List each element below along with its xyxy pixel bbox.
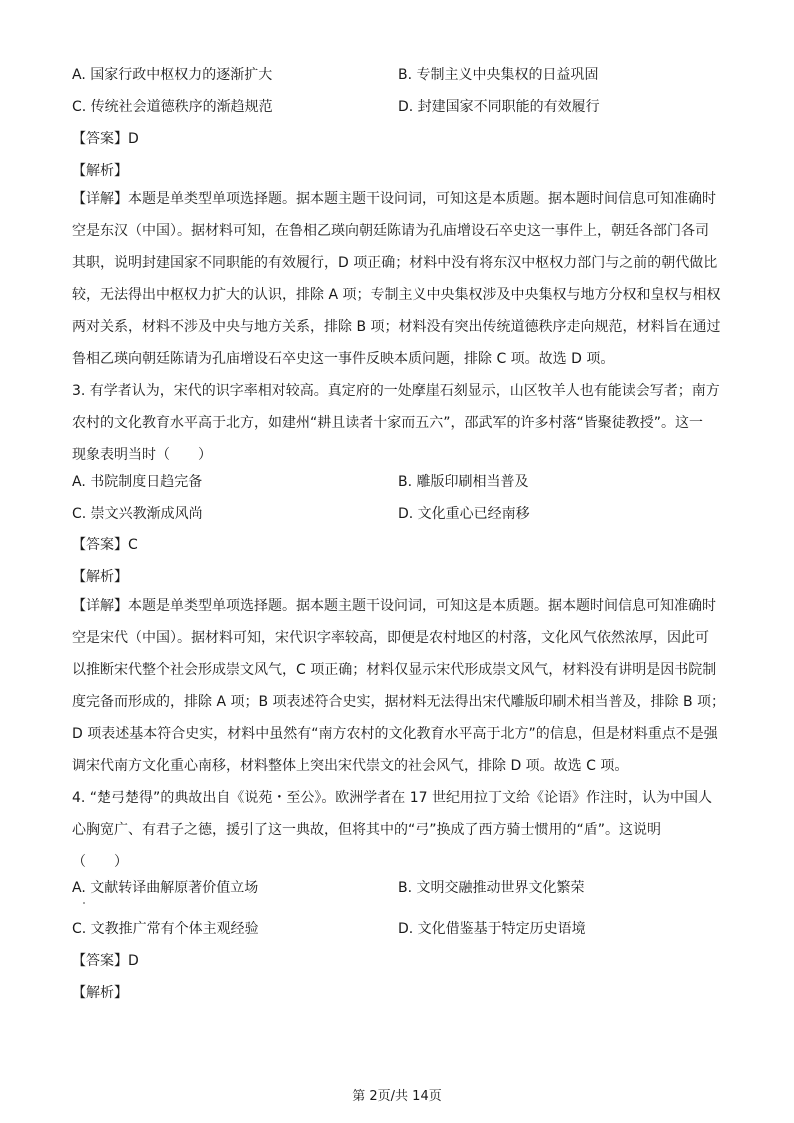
q4-option-b: B. 文明交融推动世界文化繁荣 bbox=[398, 880, 585, 896]
q3-detail-line: 以推断宋代整个社会形成崇文风气，C 项正确；材料仅显示宋代形成崇文风气，材料没有讲明是因书院制 bbox=[72, 662, 717, 678]
q3-stem-line: 3. 有学者认为，宋代的识字率相对较高。真定府的一处摩崖石刻显示，山区牧羊人也有能读会写者；南方 bbox=[72, 383, 720, 399]
q4-stem bbox=[72, 782, 722, 878]
q4-answer: 【答案】D bbox=[72, 953, 139, 969]
q2-detail-line: 两对关系，材料不涉及中央与地方关系，排除 B 项；材料没有突出传统道德秩序走向规范，材料旨在通过 bbox=[72, 319, 721, 335]
q3-analysis-label: 【解析】 bbox=[72, 569, 128, 585]
q3-stem-line: 农村的文化教育水平高于北方，如建州“耕且读者十家而五六”，邵武军的许多村落“皆聚徒教授”。这一 bbox=[72, 415, 704, 431]
q3-detail-line: 【详解】本题是单类型单项选择题。据本题主题干设问词，可知这是本质题。据本题时间信息可知准确时 bbox=[72, 598, 716, 614]
q4-stem-line: （ ） bbox=[72, 854, 128, 870]
q2-answer: 【答案】D bbox=[72, 131, 139, 147]
q4-stem-line: 4. “楚弓楚得”的典故出自《说苑・至公》。欧洲学者在 17 世纪用拉丁文给《论语》作注时，认为中国人 bbox=[72, 790, 713, 806]
q3-detail-paragraph bbox=[72, 590, 726, 782]
page-number: 第 2页/共 14页 bbox=[352, 1089, 442, 1104]
q3-stem bbox=[72, 375, 722, 471]
q2-option-c: C. 传统社会道德秩序的渐趋规范 bbox=[72, 99, 273, 115]
q2-detail-line: 其职，说明封建国家不同职能的有效履行，D 项正确；材料中没有将东汉中枢权力部门与之前的朝代做比 bbox=[72, 255, 718, 271]
q3-detail-line: 调宋代南方文化重心南移，材料整体上突出宋代崇文的社会风气，排除 D 项。故选 C 项。 bbox=[72, 758, 629, 774]
q4-analysis-label: 【解析】 bbox=[72, 985, 128, 1001]
q2-option-d: D. 封建国家不同职能的有效履行 bbox=[398, 99, 600, 115]
q2-detail-line: 鲁相乙瑛向朝廷陈请为孔庙增设石卒史这一事件反映本质问题，排除 C 项。故选 D 项。 bbox=[72, 351, 615, 367]
q3-option-a: A. 书院制度日趋完备 bbox=[72, 474, 203, 490]
scan-speck bbox=[83, 902, 85, 904]
q4-stem-line: 心胸宽广、有君子之德，援引了这一典故，但将其中的“弓”换成了西方骑士惯用的“盾”。这说明 bbox=[72, 822, 662, 838]
q3-detail-line: 度完备而形成的，排除 A 项；B 项表述符合史实，据材料无法得出宋代雕版印刷术相当普及，排除 B 项； bbox=[72, 694, 726, 710]
q3-detail-line: D 项表述基本符合史实，材料中虽然有“南方农村的文化教育水平高于北方”的信息，但是材料重点不是强 bbox=[72, 726, 718, 742]
q4-option-c: C. 文教推广常有个体主观经验 bbox=[72, 921, 259, 937]
q4-option-a: A. 文献转译曲解原著价值立场 bbox=[72, 880, 259, 896]
q2-option-a: A. 国家行政中枢权力的逐渐扩大 bbox=[72, 67, 273, 83]
q2-detail-line: 较，无法得出中枢权力扩大的认识，排除 A 项；专制主义中央集权涉及中央集权与地方分权和皇权与相权 bbox=[72, 287, 721, 303]
q2-detail-line: 【详解】本题是单类型单项选择题。据本题主题干设问词，可知这是本质题。据本题时间信息可知准确时 bbox=[72, 191, 716, 207]
q2-detail-paragraph bbox=[72, 183, 722, 375]
q3-answer: 【答案】C bbox=[72, 537, 138, 553]
q2-analysis-label: 【解析】 bbox=[72, 163, 128, 179]
q3-stem-line: 现象表明当时（ ） bbox=[72, 447, 212, 463]
q2-option-b: B. 专制主义中央集权的日益巩固 bbox=[398, 67, 599, 83]
q3-option-b: B. 雕版印刷相当普及 bbox=[398, 474, 529, 490]
q3-detail-line: 空是宋代（中国）。据材料可知，宋代识字率较高，即便是农村地区的村落，文化风气依然浓厚，因此可 bbox=[72, 630, 709, 646]
q2-detail-line: 空是东汉（中国）。据材料可知，在鲁相乙瑛向朝廷陈请为孔庙增设石卒史这一事件上，朝廷各部门各司 bbox=[72, 223, 709, 239]
q3-option-d: D. 文化重心已经南移 bbox=[398, 506, 530, 522]
q4-option-d: D. 文化借鉴基于特定历史语境 bbox=[398, 921, 586, 937]
q3-option-c: C. 崇文兴教渐成风尚 bbox=[72, 506, 203, 522]
